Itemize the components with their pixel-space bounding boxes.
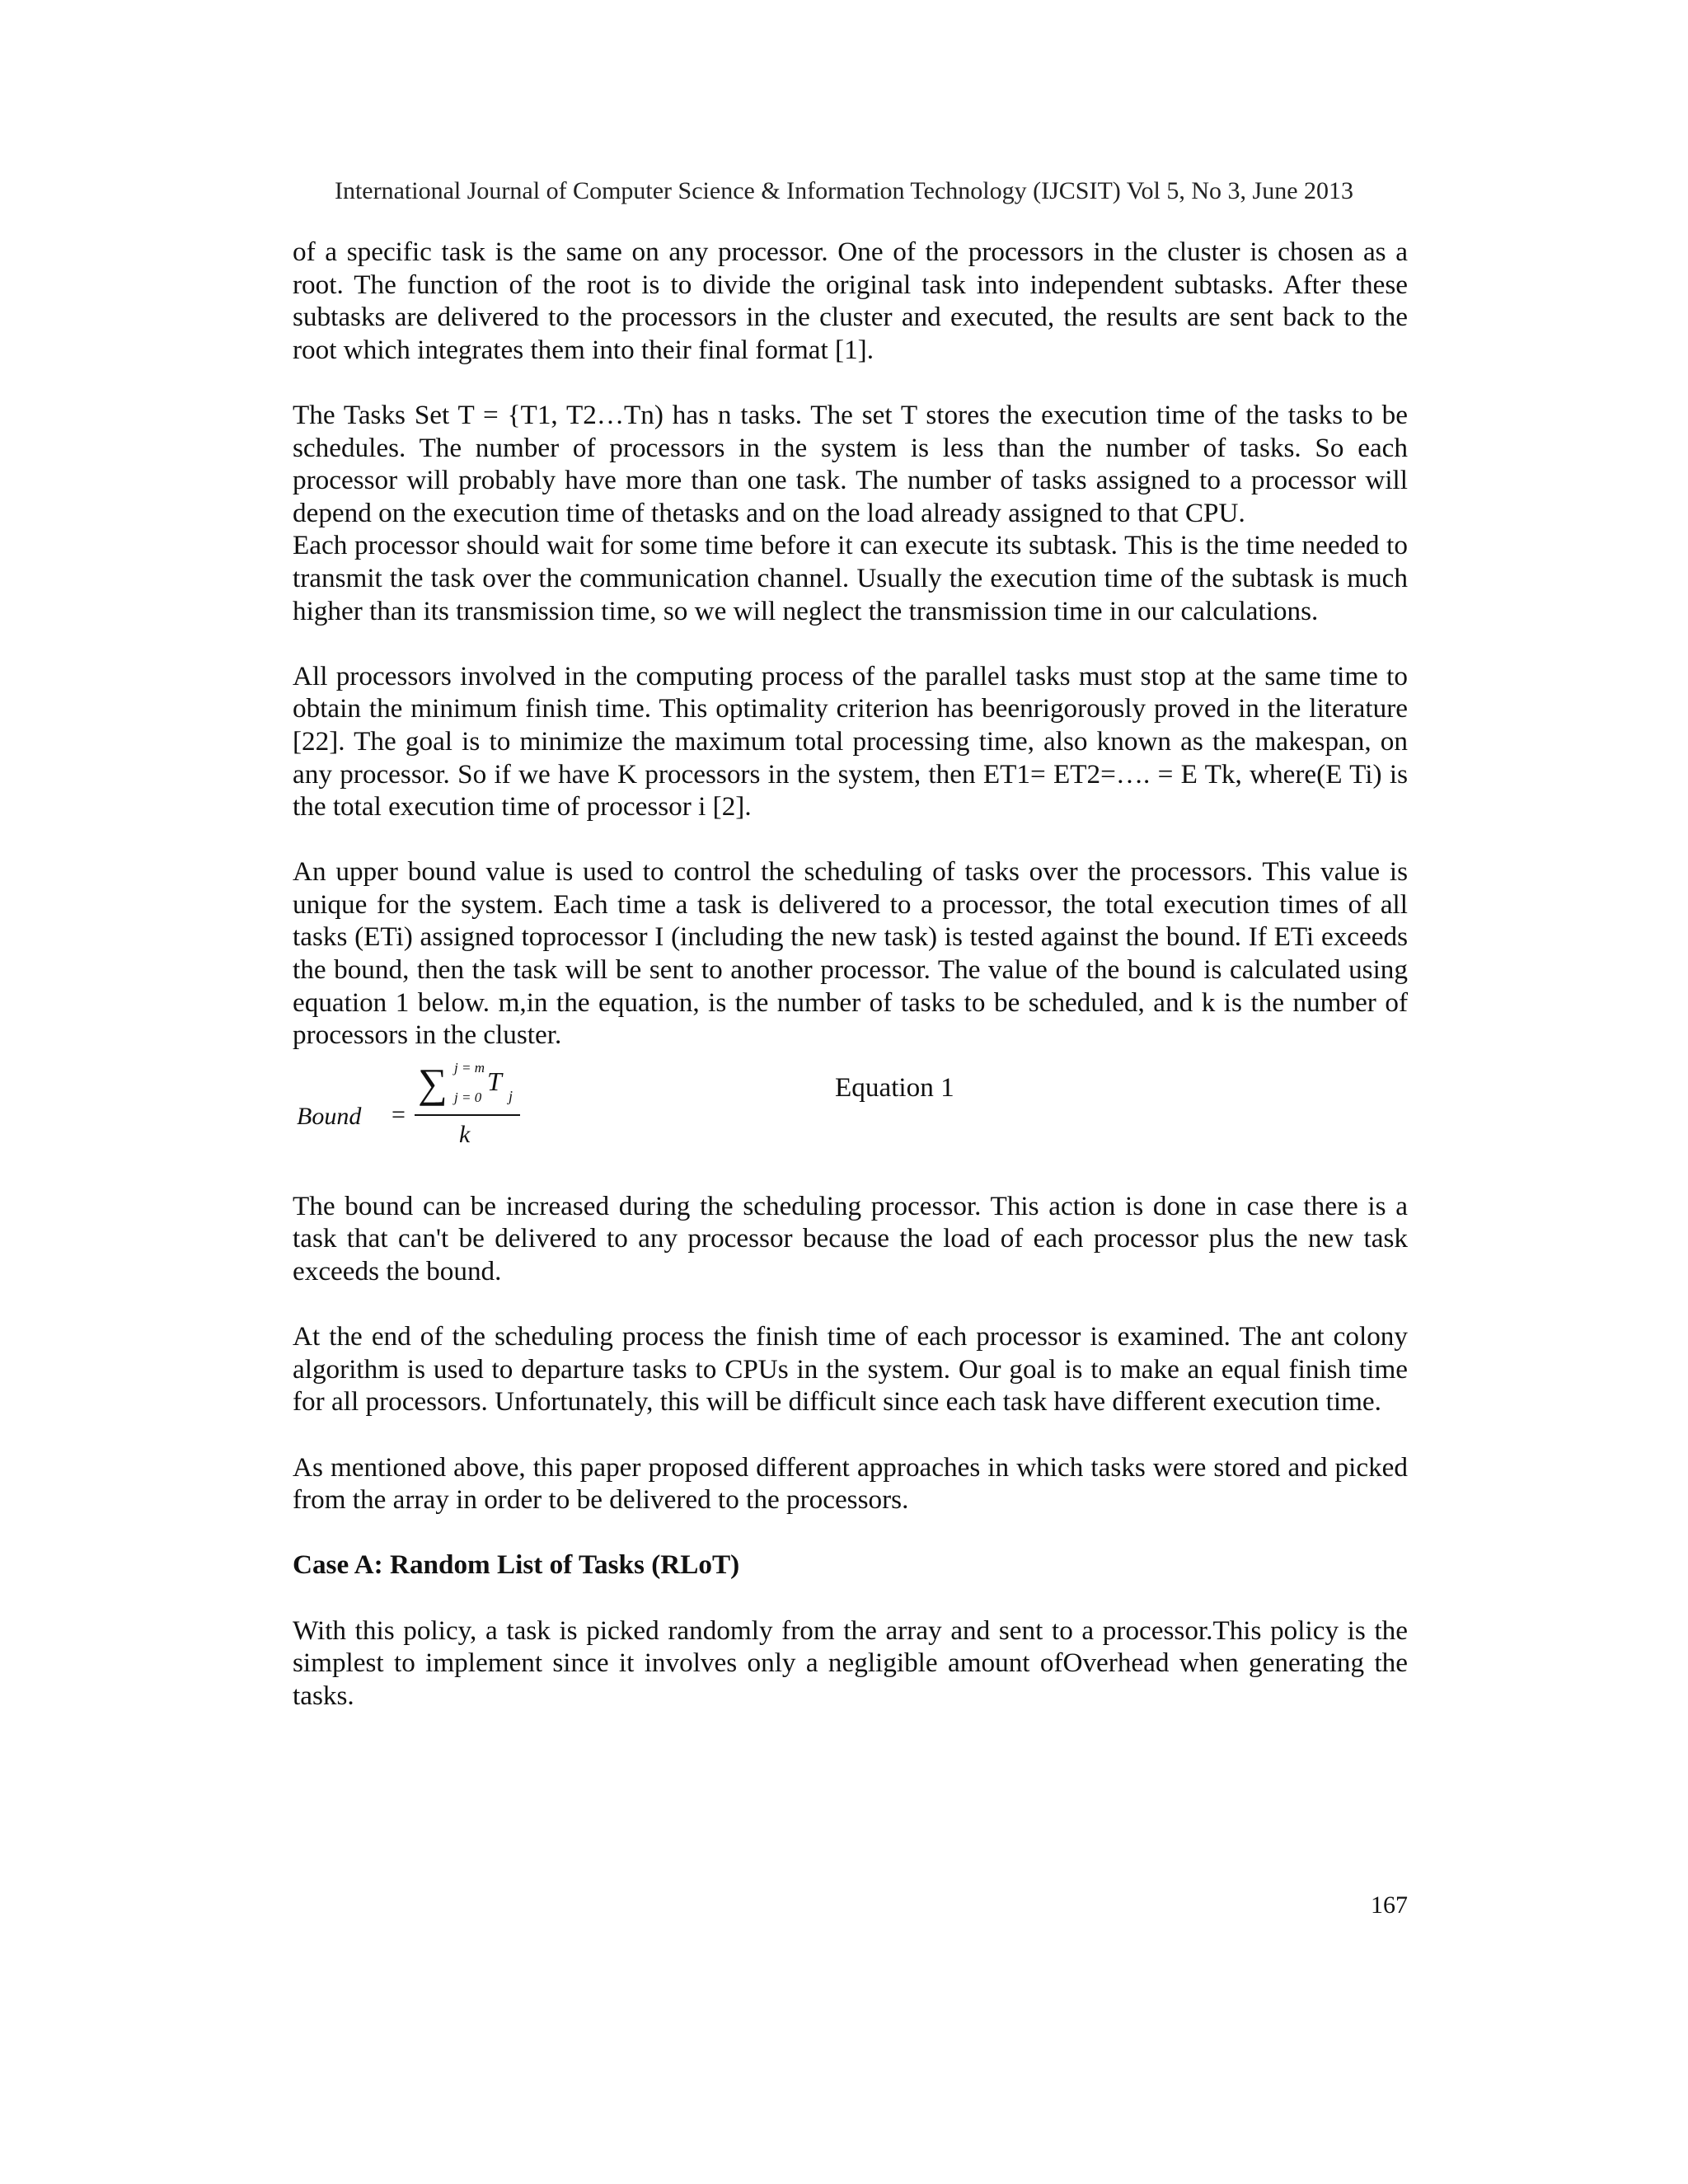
paragraph-random-policy: With this policy, a task is picked randomly from the array and sent to a processor.This policy is the simplest to implement since it involves only a negligible amount ofOverhead when generating the tasks.	[293, 1615, 1408, 1711]
equation-denominator: k	[459, 1120, 471, 1148]
equation-lower-limit: j = 0	[454, 1089, 482, 1105]
running-header: International Journal of Computer Science & Information Technology (IJCSIT) Vol 5, No 3, June 2013	[334, 177, 1354, 204]
paragraph-transmission: Each processor should wait for some time before it can execute its subtask. This is the time needed to transmit the task over the communication channel. Usually the execution time of the subtask is much higher than its transmission time, so we will neglect the transmission time in our calculations.	[293, 530, 1408, 626]
section-heading: Case A: Random List of Tasks (RLoT)	[293, 1549, 740, 1581]
paragraph-approaches: As mentioned above, this paper proposed different approaches in which tasks were stored and picked from the array in order to be delivered to the processors.	[293, 1451, 1408, 1516]
equation-upper-limit: j = m	[454, 1059, 485, 1076]
equation-bound	[293, 1060, 1408, 1160]
equation-term-subscript: j	[509, 1087, 513, 1104]
paragraph-ant-colony: At the end of the scheduling process the finish time of each processor is examined. The ant colony algorithm is used to departure tasks to CPUs in the system. Our goal is to make an equal finish time for all processors. Unfortunately, this will be difficult since each task have different execution time.	[293, 1321, 1408, 1418]
equation-sigma: ∑	[418, 1059, 448, 1106]
body-text	[293, 236, 1408, 1712]
equation-label: Equation 1	[835, 1071, 954, 1103]
paragraph-root-task: of a specific task is the same on any processor. One of the processors in the cluster is chosen as a root. The function of the root is to divide the original task into independent subtasks. After these subtasks are delivered to the processors in the cluster and executed, the results are sent back to the root which integrates them into their final format [1].	[293, 237, 1408, 365]
equation-equals-sign: =	[392, 1100, 406, 1128]
paragraph-bound-increase: The bound can be increased during the scheduling processor. This action is done in case there is a task that can't be delivered to any processor because the load of each processor plus the new task exceeds the bound.	[293, 1190, 1408, 1287]
paragraph-optimality: All processors involved in the computing process of the parallel tasks must stop at the same time to obtain the minimum finish time. This optimality criterion has beenrigorously proved in the literature [22]. The goal is to minimize the maximum total processing time, also known as the makespan, on any processor. So if we have K processors in the system, then ET1= ET2=…. = E Tk, where(E Ti) is the total execution time of processor i [2].	[293, 660, 1408, 823]
equation-lhs: Bound	[297, 1102, 362, 1130]
paragraph-task-set: The Tasks Set T = {T1, T2…Tn) has n tasks. The set T stores the execution time of the tasks to be schedules. The number of processors in the system is less than the number of tasks. So each processor will probably have more than one task. The number of tasks assigned to a processor will depend on the execution time of thetasks and on the load already assigned to that CPU.	[293, 399, 1408, 528]
paragraph-upper-bound: An upper bound value is used to control the scheduling of tasks over the processors. This value is unique for the system. Each time a task is delivered to a processor, the total execution times of all tasks (ETi) assigned toprocessor I (including the new task) is tested against the bound. If ETi exceeds the bound, then the task will be sent to another processor. The value of the bound is calculated using equation 1 below. m,in the equation, is the number of tasks to be scheduled, and k is the number of processors in the cluster.	[293, 856, 1408, 1051]
equation-fraction-bar	[415, 1114, 520, 1116]
page-number: 167	[1371, 1891, 1408, 1919]
equation-term: T	[487, 1066, 502, 1096]
